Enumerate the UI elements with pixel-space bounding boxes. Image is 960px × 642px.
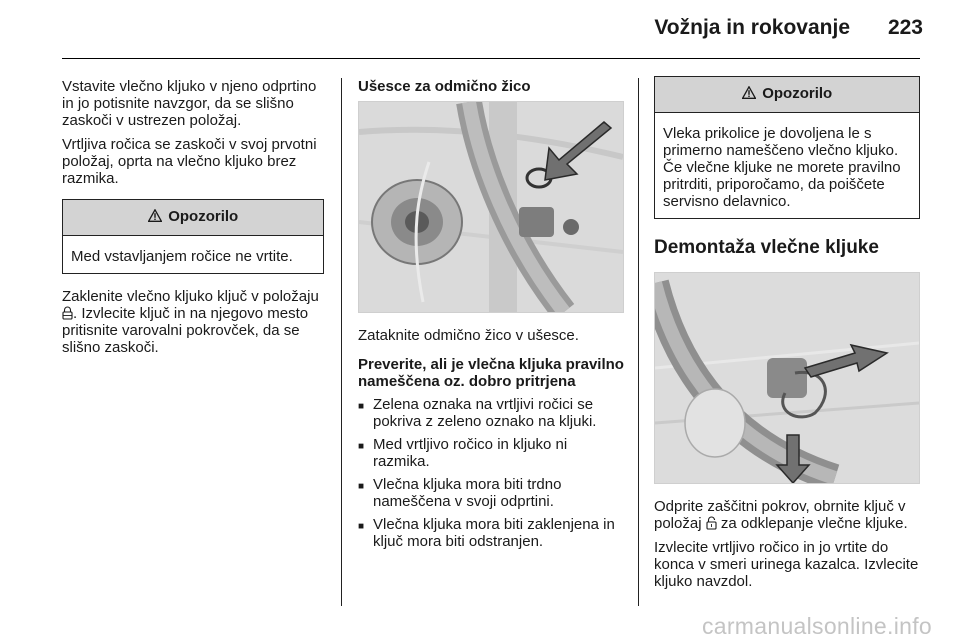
bullet-icon: ■ [358, 441, 365, 452]
text-run: . Izvlecite ključ in na njegovo mesto pritisnite varovalni pokrovček, da se slišno zaskoči. [62, 305, 309, 356]
list-item-text: Zelena oznaka na vrtljivi ročici se pokriva z zeleno oznako na kljuki. [373, 396, 597, 430]
watermark: carmanualsonline.info [701, 613, 932, 639]
lock-closed-icon [62, 305, 73, 321]
header-rule [62, 58, 920, 59]
list-item-text: Med vrtljivo ročico in kljuko ni razmika. [373, 436, 568, 470]
paragraph [654, 498, 920, 532]
warning-text: Vleka prikolice je dovoljena le s primerno nameščeno vlečno kljuko. Če vlečne kljuke ne morete pravilno pritrditi, priporočamo, da poiščete servisno delavnico. [663, 125, 901, 210]
figure-caption: Zataknite odmično žico v ušesce. [358, 327, 579, 344]
warning-text: Med vstavljanjem ročice ne vrtite. [71, 248, 293, 265]
bullet-icon: ■ [358, 521, 365, 532]
column-left [62, 78, 324, 363]
warning-icon [148, 208, 166, 225]
list-item [358, 396, 624, 430]
illustration-removal [654, 272, 920, 484]
warning-box [62, 199, 324, 274]
checklist [358, 396, 624, 550]
page-number: 223 [887, 16, 923, 39]
column-right [654, 78, 920, 597]
warning-title: Opozorilo [168, 208, 239, 225]
column-divider [341, 78, 342, 606]
paragraph: Izvlecite vrtljivo ročico in jo vrtite do konca v smeri urinega kazalca. Izvlecite kljuko navzdol. [654, 539, 919, 590]
list-item-text: Vlečna kljuka mora biti zaklenjena in ključ mora biti odstranjen. [373, 516, 615, 550]
checklist-heading: Preverite, ali je vlečna kljuka pravilno nameščena oz. dobro pritrjena [358, 356, 624, 390]
warning-box [654, 76, 920, 219]
bullet-icon: ■ [358, 401, 365, 412]
illustration-tow-eye [358, 101, 624, 313]
warning-title: Opozorilo [762, 85, 833, 102]
text-run: Zaklenite vlečno kljuko ključ v položaju [62, 288, 319, 305]
list-item-text: Vlečna kljuka mora biti trdno nameščena v svoji odprtini. [373, 476, 562, 510]
list-item [358, 476, 624, 510]
list-item [358, 516, 624, 550]
column-divider [638, 78, 639, 606]
section-heading: Demontaža vlečne kljuke [654, 237, 879, 258]
text-run: Odprite zaščitni pokrov, obrnite ključ v položaj [654, 498, 906, 532]
paragraph: Vrtljiva ročica se zaskoči v svoj prvotni položaj, oprta na vlečno kljuko brez razmika. [62, 136, 317, 187]
lock-open-icon [706, 515, 717, 531]
bullet-icon: ■ [358, 481, 365, 492]
text-run: za odklepanje vlečne kljuke. [716, 515, 908, 532]
page-header-title: Vožnja in rokovanje [654, 16, 850, 39]
column-middle [358, 78, 624, 556]
list-item [358, 436, 624, 470]
paragraph [62, 288, 324, 356]
warning-header [63, 200, 323, 236]
section-heading: Ušesce za odmično žico [358, 78, 531, 95]
warning-header [655, 77, 919, 113]
warning-icon [742, 85, 760, 102]
paragraph: Vstavite vlečno kljuko v njeno odprtino in jo potisnite navzgor, da se slišno zaskoči v ustrezen položaj. [62, 78, 317, 129]
